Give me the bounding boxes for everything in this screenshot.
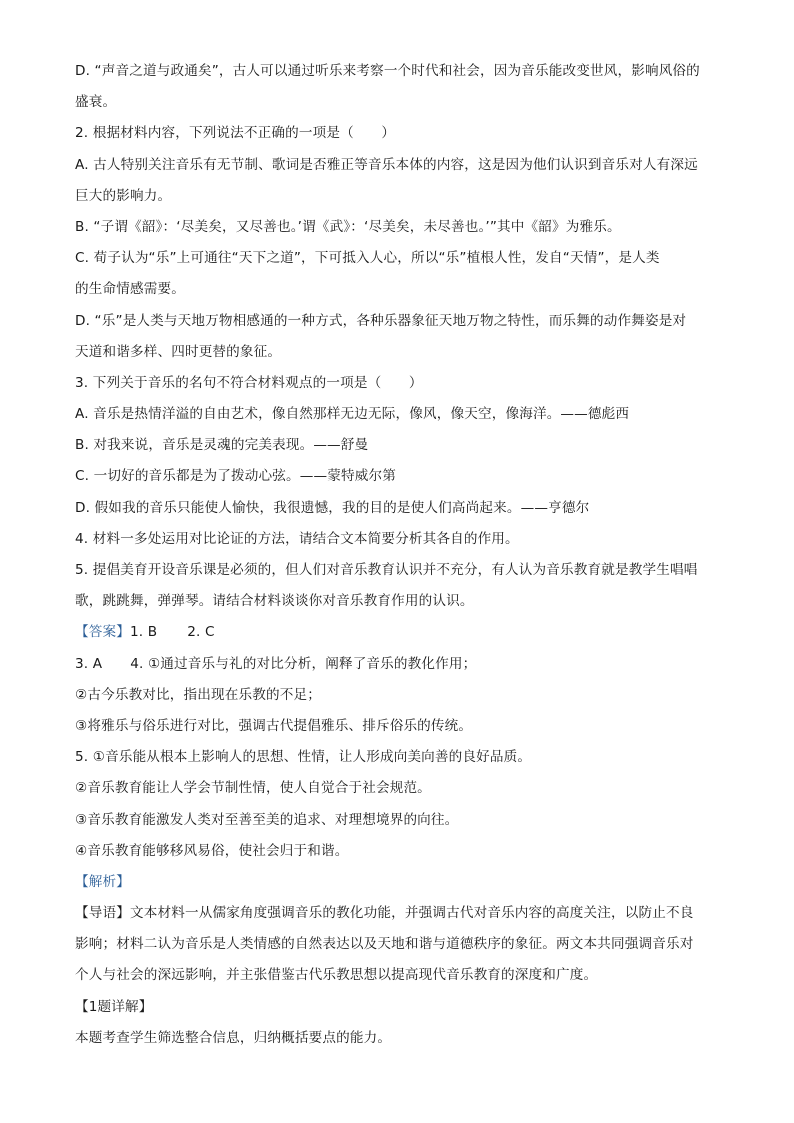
q5-stem-line1: 5. 提倡美育开设音乐课是必须的，但人们对音乐教育认识并不充分，有人认为音乐教育就是教学生唱唱 — [75, 562, 698, 578]
answer-label: 【答案】 — [75, 624, 130, 641]
answer-2: 2. C — [187, 624, 215, 641]
answer-5-item: 5. ①音乐能从根本上影响人的思想、性情，让人形成向美向善的良好品质。 — [75, 749, 532, 766]
analysis-intro-line3: 个人与社会的深远影响，并主张借鉴古代乐教思想以提高现代音乐教育的深度和广度。 — [75, 967, 598, 984]
q1-option-d-line1: D. “声音之道与政通矣”，古人可以通过听乐来考察一个时代和社会，因为音乐能改变世风，影响风俗的 — [75, 63, 700, 79]
analysis-heading — [75, 867, 721, 898]
q2-option-c-line1: C. 荀子认为“乐”上可通往“天下之道”，下可抵入人心，所以“乐”植根人性，发自“天情”，是人类 — [75, 250, 660, 267]
answer-4-intro: 4. ①通过音乐与礼的对比分析，阐释了音乐的教化作用； — [130, 655, 477, 672]
q2-option-b: B. “子谓《韶》：‘尽美矣，又尽善也。’谓《武》：‘尽美矣，未尽善也。’”其中《韶》为雅乐。 — [75, 218, 621, 235]
q1-option-d-line2: 盛衰。 — [75, 94, 117, 111]
q2-option-d-line1: D. “乐”是人类与天地万物相感通的一种方式，各种乐器象征天地万物之特性，而乐舞的动作舞姿是对 — [75, 312, 687, 329]
q3-stem: 3. 下列关于音乐的名句不符合材料观点的一项是（ ） — [75, 374, 423, 391]
q2-option-a-line2: 巨大的影响力。 — [75, 187, 172, 204]
intro-label: 【导语】 — [75, 905, 130, 922]
q4-stem: 4. 材料一多处运用对比论证的方法，请结合文本简要分析其各自的作用。 — [75, 530, 519, 547]
q2-stem: 2. 根据材料内容，下列说法不正确的一项是（ ） — [75, 125, 396, 142]
answer-5-item: ③音乐教育能激发人类对至善至美的追求、对理想境界的向往。 — [75, 811, 459, 828]
analysis-intro-line2: 影响；材料二认为音乐是人类情感的自然表达以及天地和谐与道德秩序的象征。两文本共同强调音乐对 — [75, 936, 694, 953]
answer-row-2 — [75, 649, 721, 680]
answer-5-item: ④音乐教育能够移风易俗，使社会归于和谐。 — [75, 842, 349, 859]
q1-detail-heading — [75, 992, 721, 1023]
answer-3: 3. A — [75, 655, 103, 672]
q3-option-d: D. 假如我的音乐只能使人愉快，我很遗憾，我的目的是使人们高尚起来。——亨德尔 — [75, 499, 590, 516]
answer-4-item: ③将雅乐与俗乐进行对比，强调古代提倡雅乐、排斥俗乐的传统。 — [75, 717, 473, 734]
q2-option-d-line2: 天道和谐多样、四时更替的象征。 — [75, 343, 282, 360]
answer-row-1 — [75, 617, 721, 648]
q3-option-b: B. 对我来说，音乐是灵魂的完美表现。——舒曼 — [75, 437, 369, 454]
answer-5-item: ②音乐教育能让人学会节制性情，使人自觉合于社会规范。 — [75, 780, 431, 797]
analysis-label: 【解析】 — [75, 873, 130, 890]
analysis-intro-line1 — [75, 898, 721, 929]
q5-stem-line2: 歌，跳跳舞，弹弹琴。请结合材料谈谈你对音乐教育作用的认识。 — [75, 593, 474, 610]
answer-4-item: ②古今乐教对比，指出现在乐教的不足； — [75, 686, 321, 703]
q3-option-a: A. 音乐是热情洋溢的自由艺术，像自然那样无边无际，像风，像天空，像海洋。——德彪西 — [75, 406, 630, 423]
q2-option-c-line2: 的生命情感需要。 — [75, 281, 185, 298]
q1-detail-text: 本题考查学生筛选整合信息，归纳概括要点的能力。 — [75, 1029, 392, 1046]
document-page — [75, 56, 721, 1054]
answer-1: 1. B — [129, 624, 158, 641]
q3-option-c: C. 一切好的音乐都是为了拨动心弦。——蒙特威尔第 — [75, 468, 396, 485]
q1-detail-label: 【1题详解】 — [75, 998, 153, 1015]
q2-option-a-line1: A. 古人特别关注音乐有无节制、歌词是否雅正等音乐本体的内容，这是因为他们认识到音乐对人有深远 — [75, 156, 698, 173]
intro-text-1: 文本材料一从儒家角度强调音乐的教化功能，并强调古代对音乐内容的高度关注，以防止不良 — [129, 905, 694, 922]
